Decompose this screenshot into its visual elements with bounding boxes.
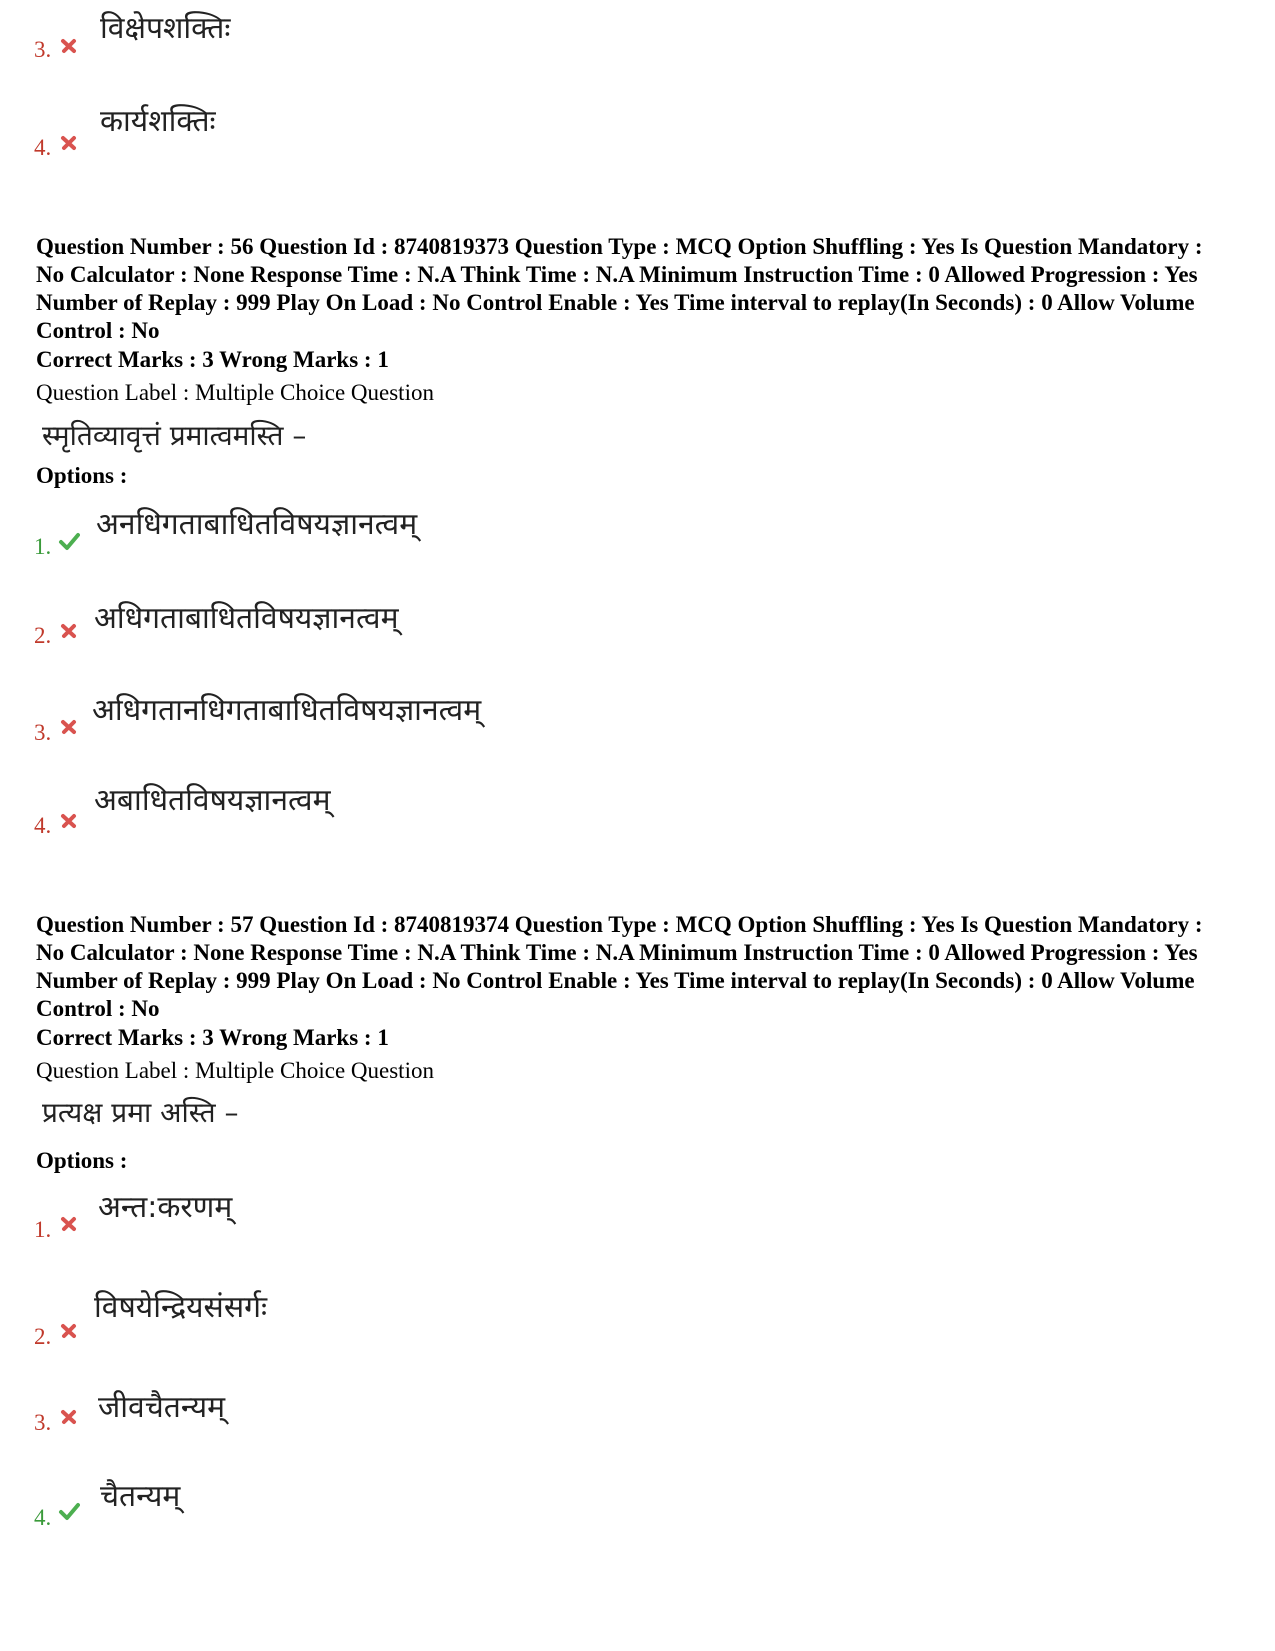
wrong-cross-icon	[60, 1408, 78, 1426]
correct-check-icon	[58, 532, 80, 552]
wrong-cross-icon	[60, 1322, 78, 1340]
option-number: 2.	[34, 1324, 52, 1349]
option-number: 3.	[34, 37, 52, 62]
wrong-cross-icon	[60, 1215, 78, 1233]
option-number: 4.	[34, 1505, 52, 1530]
wrong-cross-icon	[60, 718, 78, 736]
question-label: Question Label : Multiple Choice Question	[36, 1058, 434, 1083]
wrong-cross-icon	[60, 622, 78, 640]
wrong-cross-icon	[60, 37, 78, 55]
option-text: जीवचैतन्यम्	[98, 1390, 226, 1425]
options-heading: Options :	[36, 463, 128, 488]
option-text: चैतन्यम्	[100, 1479, 181, 1514]
option-text: विषयेन्द्रियसंसर्गः	[94, 1290, 268, 1325]
option-text: अधिगताबाधितविषयज्ञानत्वम्	[94, 601, 399, 636]
option-number: 3.	[34, 720, 52, 745]
wrong-cross-icon	[60, 812, 78, 830]
options-heading: Options :	[36, 1148, 128, 1173]
question-text: स्मृतिव्यावृत्तं प्रमात्वमस्ति –	[42, 419, 307, 452]
option-number: 2.	[34, 623, 52, 648]
question-meta: Question Number : 57 Question Id : 8740819374 Question Type : MCQ Option Shuffling : Yes Is Question Mandatory : No Calculator : None Response Time : N.A Think Time : N.A Minimum Instruction Time : 0 Allowed Progression : Yes Number of Replay : 999 Play On Load : No Control Enable : Yes Time interval to replay(In Seconds) : 0 Allow Volume Control : No	[36, 912, 1203, 1021]
option-number: 1.	[34, 534, 52, 559]
option-text: कार्यशक्तिः	[100, 104, 216, 139]
option-number: 4.	[34, 813, 52, 838]
option-text: अबाधितविषयज्ञानत्वम्	[94, 783, 331, 818]
question-text: प्रत्यक्ष प्रमा अस्ति –	[42, 1096, 239, 1129]
option-number: 3.	[34, 1410, 52, 1435]
question-marks: Correct Marks : 3 Wrong Marks : 1	[36, 347, 389, 372]
option-number: 4.	[34, 135, 52, 160]
option-text: अन्त:करणम्	[98, 1190, 233, 1225]
option-text: अधिगतानधिगताबाधितविषयज्ञानत्वम्	[92, 693, 482, 728]
correct-check-icon	[58, 1502, 80, 1522]
wrong-cross-icon	[60, 134, 78, 152]
question-meta: Question Number : 56 Question Id : 8740819373 Question Type : MCQ Option Shuffling : Yes Is Question Mandatory : No Calculator : None Response Time : N.A Think Time : N.A Minimum Instruction Time : 0 Allowed Progression : Yes Number of Replay : 999 Play On Load : No Control Enable : Yes Time interval to replay(In Seconds) : 0 Allow Volume Control : No	[36, 234, 1203, 343]
option-text: अनधिगताबाधितविषयज्ञानत्वम्	[96, 507, 418, 542]
question-marks: Correct Marks : 3 Wrong Marks : 1	[36, 1025, 389, 1050]
option-text: विक्षेपशक्तिः	[100, 11, 231, 46]
question-label: Question Label : Multiple Choice Question	[36, 380, 434, 405]
option-number: 1.	[34, 1217, 52, 1242]
